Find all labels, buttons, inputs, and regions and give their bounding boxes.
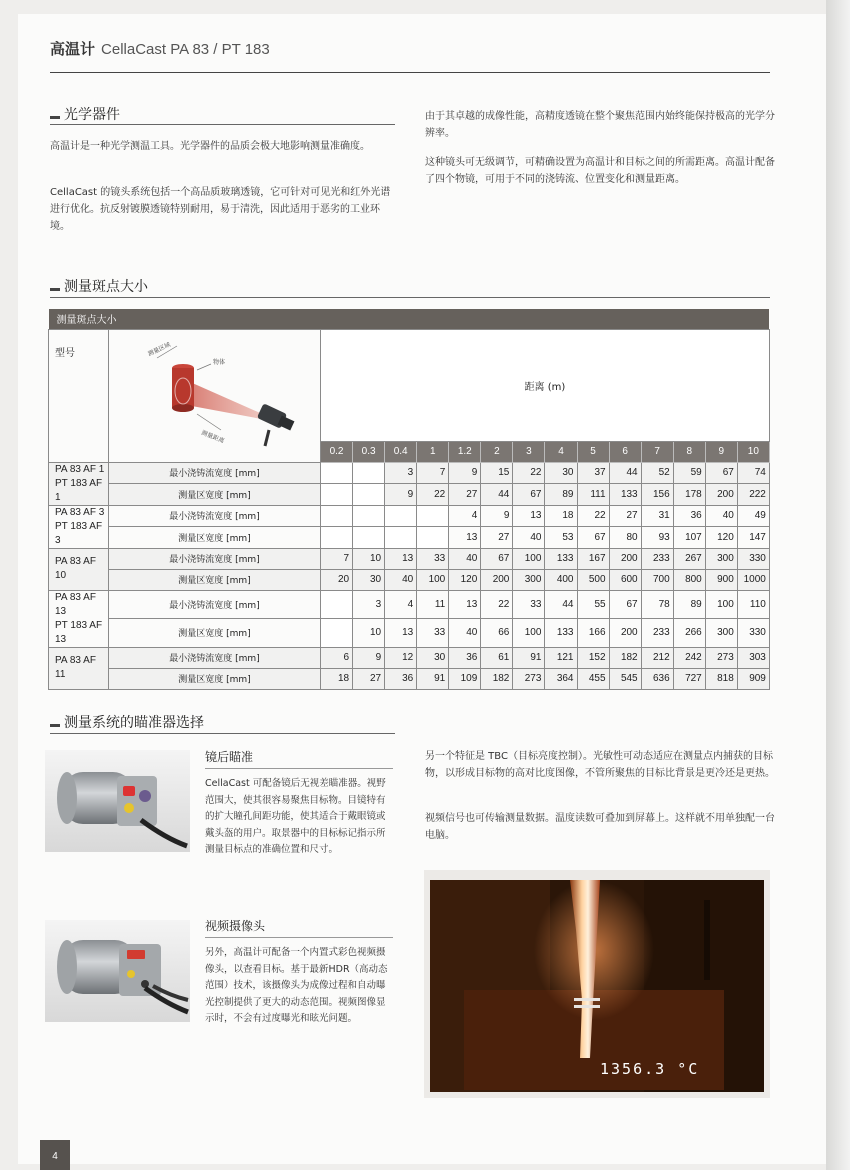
table-cell: 18 <box>321 668 353 689</box>
table-cell: 9 <box>449 462 481 484</box>
table-cell: 233 <box>641 619 673 648</box>
distance-value: 0.3 <box>353 442 385 462</box>
table-cell: 233 <box>641 548 673 569</box>
through-lens-text: CellaCast 可配备镜后无视差瞄准器。视野范围大，使其很容易聚焦目标物。目镜特有的扩大瞳孔间距功能，使其适合于戴眼镜或戴头盔的用户。取景器中的目标标记指示所测量目标点的准确位置和尺寸。 <box>205 778 386 855</box>
table-cell: 40 <box>705 505 737 527</box>
table-cell: 6 <box>321 647 353 668</box>
spot-section-title: 测量斑点大小 <box>50 276 148 296</box>
table-cell: 37 <box>577 462 609 484</box>
table-cell: 200 <box>705 484 737 506</box>
table-cell: 40 <box>385 569 417 590</box>
table-cell: 266 <box>673 619 705 648</box>
table-cell: 18 <box>545 505 577 527</box>
table-cell: 455 <box>577 668 609 689</box>
table-cell: 600 <box>609 569 641 590</box>
table-cell: 107 <box>673 527 705 549</box>
table-cell: 91 <box>417 668 449 689</box>
connector-icon <box>141 980 149 988</box>
table-cell: 147 <box>737 527 769 549</box>
table-cell: 91 <box>513 647 545 668</box>
table-cell: 300 <box>705 548 737 569</box>
table-cell <box>321 619 353 648</box>
table-cell: 67 <box>481 548 513 569</box>
distance-value: 1 <box>417 442 449 462</box>
table-cell: 27 <box>449 484 481 506</box>
table-cell: 700 <box>641 569 673 590</box>
table-cell: 4 <box>385 590 417 619</box>
lens-front <box>57 772 77 824</box>
header-product: CellaCast PA 83 / PT 183 <box>101 41 270 58</box>
leader-line <box>197 364 211 370</box>
table-cell: 545 <box>609 668 641 689</box>
model-name: PA 83 AF 1 <box>55 463 105 475</box>
type-header: 型号 <box>49 329 109 462</box>
table-cell: 167 <box>577 548 609 569</box>
table-cell: 110 <box>737 590 769 619</box>
aiming-section-title: 测量系统的瞄准器选择 <box>50 712 204 732</box>
distance-value: 0.2 <box>321 442 353 462</box>
table-cell: 3 <box>353 590 385 619</box>
table-cell: 7 <box>321 548 353 569</box>
table-cell: 111 <box>577 484 609 506</box>
table-cell: 4 <box>449 505 481 527</box>
model-cell <box>49 548 109 590</box>
table-cell: 20 <box>321 569 353 590</box>
table-cell: 13 <box>449 527 481 549</box>
table-cell: 33 <box>513 590 545 619</box>
table-cell: 133 <box>609 484 641 506</box>
aiming-right-paragraph-1: 另一个特征是 TBC（目标亮度控制）。光敏性可动态适应在测量点内捕获的目标物，以形成目标物的高对比度图像，不管所聚焦的目标比背景是更冷还是更热。 <box>425 751 775 779</box>
table-cell: 33 <box>417 619 449 648</box>
optics-right-paragraph-1: 由于其卓越的成像性能，高精度透镜在整个聚焦范围内始终能保持极高的光学分辨率。 <box>425 111 775 139</box>
page-header <box>50 38 270 59</box>
table-cell: 500 <box>577 569 609 590</box>
table-cell <box>417 505 449 527</box>
model-cell <box>49 590 109 647</box>
table-cell: 133 <box>545 548 577 569</box>
table-cell: 909 <box>737 668 769 689</box>
table-cell: 67 <box>609 590 641 619</box>
table-cell: 212 <box>641 647 673 668</box>
table-cell: 12 <box>385 647 417 668</box>
model-name: PA 83 AF 11 <box>55 655 96 680</box>
table-cell: 120 <box>449 569 481 590</box>
distance-value: 8 <box>673 442 705 462</box>
target-object-bottom <box>172 404 194 412</box>
table-caption: 测量斑点大小 <box>49 309 770 329</box>
section-marker <box>50 724 60 727</box>
table-cell: 13 <box>449 590 481 619</box>
section-marker <box>50 116 60 119</box>
table-cell <box>321 527 353 549</box>
table-cell: 74 <box>737 462 769 484</box>
table-cell: 11 <box>417 590 449 619</box>
optics-right-paragraph-2: 这种镜头可无级调节，可精确设置为高温计和目标之间的所需距离。高温计配备了四个物镜，可用于不同的浇铸流、位置变化和测量距离。 <box>425 157 775 185</box>
table-cell: 166 <box>577 619 609 648</box>
optics-left-paragraph-2: CellaCast 的镜头系统包括一个高品质玻璃透镜，它可针对可见光和红外光谱进行优化。抗反射镀膜透镜特别耐用，易于清洗，因此适用于恶劣的工业环境。 <box>50 187 391 232</box>
table-cell: 44 <box>545 590 577 619</box>
table-cell: 22 <box>577 505 609 527</box>
table-cell: 44 <box>481 484 513 506</box>
table-cell: 67 <box>513 484 545 506</box>
table-cell: 3 <box>385 462 417 484</box>
table-cell: 900 <box>705 569 737 590</box>
optics-left-paragraph-1: 高温计是一种光学测温工具。光学器件的品质会极大地影响测量准确度。 <box>50 141 370 152</box>
model-cell <box>49 647 109 689</box>
model-name: PA 83 AF 3 <box>55 506 105 518</box>
table-cell: 33 <box>417 548 449 569</box>
distance-value: 7 <box>641 442 673 462</box>
aiming-mark <box>574 1005 600 1008</box>
table-cell <box>353 527 385 549</box>
video-camera-photo <box>45 920 190 1022</box>
parameter-label: 最小浇铸流宽度 [mm] <box>109 548 321 569</box>
table-cell <box>321 462 353 484</box>
table-row <box>49 668 770 689</box>
model-name: PT 183 AF 13 <box>55 619 103 645</box>
table-cell: 93 <box>641 527 673 549</box>
leader-line <box>197 414 221 430</box>
table-cell: 36 <box>385 668 417 689</box>
table-cell: 200 <box>609 619 641 648</box>
table-cell: 121 <box>545 647 577 668</box>
table-cell: 55 <box>577 590 609 619</box>
table-cell: 1000 <box>737 569 769 590</box>
table-cell: 44 <box>609 462 641 484</box>
parameter-label: 最小浇铸流宽度 [mm] <box>109 505 321 527</box>
table-cell: 300 <box>705 619 737 648</box>
parameter-label: 最小浇铸流宽度 [mm] <box>109 462 321 484</box>
table-cell: 364 <box>545 668 577 689</box>
distance-value: 0.4 <box>385 442 417 462</box>
distance-value: 5 <box>577 442 609 462</box>
table-cell: 30 <box>417 647 449 668</box>
table-cell: 40 <box>513 527 545 549</box>
spot-diagram <box>109 330 321 462</box>
connector-yellow-icon <box>124 803 134 813</box>
table-caption-row <box>49 309 770 329</box>
table-cell: 9 <box>353 647 385 668</box>
display-red <box>123 786 135 796</box>
table-cell: 303 <box>737 647 769 668</box>
distance-value: 9 <box>705 442 737 462</box>
parameter-label: 测量区宽度 [mm] <box>109 569 321 590</box>
spot-table-body <box>49 309 770 689</box>
table-cell: 67 <box>705 462 737 484</box>
aiming-mark <box>574 998 600 1001</box>
aiming-section-rule <box>50 733 395 734</box>
parameter-label: 最小浇铸流宽度 [mm] <box>109 647 321 668</box>
table-cell: 200 <box>609 548 641 569</box>
table-cell: 100 <box>513 548 545 569</box>
table-cell: 30 <box>545 462 577 484</box>
table-cell: 36 <box>673 505 705 527</box>
parameter-label: 测量区宽度 [mm] <box>109 527 321 549</box>
table-cell: 13 <box>385 619 417 648</box>
parameter-label: 最小浇铸流宽度 [mm] <box>109 590 321 619</box>
table-cell: 636 <box>641 668 673 689</box>
pillar <box>704 900 710 980</box>
table-cell: 66 <box>481 619 513 648</box>
table-row <box>49 569 770 590</box>
model-cell <box>49 505 109 548</box>
table-cell: 330 <box>737 548 769 569</box>
table-row <box>49 647 770 668</box>
table-cell: 273 <box>705 647 737 668</box>
table-cell: 31 <box>641 505 673 527</box>
page-edge-shadow <box>826 0 850 1170</box>
distance-value: 6 <box>609 442 641 462</box>
table-cell: 15 <box>481 462 513 484</box>
optics-rule-left <box>50 124 395 125</box>
spot-section-rule <box>50 297 770 298</box>
model-name: PA 83 AF 13 <box>55 591 96 617</box>
aiming-right-paragraph-2: 视频信号也可传输测量数据。温度读数可叠加到屏幕上。这样就不用单独配一台电脑。 <box>425 813 775 841</box>
table-cell: 156 <box>641 484 673 506</box>
table-cell: 22 <box>513 462 545 484</box>
table-cell: 109 <box>449 668 481 689</box>
back-panel <box>117 776 157 826</box>
through-lens-title: 镜后瞄准 <box>205 748 393 769</box>
model-name: PT 183 AF 3 <box>55 520 103 546</box>
distance-value: 3 <box>513 442 545 462</box>
table-cell: 27 <box>609 505 641 527</box>
through-lens-sighting-photo <box>45 750 190 852</box>
temperature-readout: 1356.3 °C <box>600 1060 700 1078</box>
diagram-label-object: 物体 <box>213 358 226 366</box>
model-name: PA 83 AF 10 <box>55 556 96 581</box>
table-row <box>49 548 770 569</box>
video-camera-text: 另外，高温计可配备一个内置式彩色视频摄像头，以查看目标。基于最新HDR（高动态范围）技术，该摄像头为成像过程和自动曝光控制提供了更大的动态范围。视频图像显示时，不会有过度曝光和眩光问题。 <box>205 947 388 1024</box>
parameter-label: 测量区宽度 [mm] <box>109 484 321 506</box>
table-cell: 727 <box>673 668 705 689</box>
table-cell: 120 <box>705 527 737 549</box>
parameter-label: 测量区宽度 [mm] <box>109 668 321 689</box>
table-cell: 40 <box>449 619 481 648</box>
model-name: PT 183 AF 1 <box>55 477 103 503</box>
header-title: 高温计 <box>50 40 96 58</box>
table-cell: 49 <box>737 505 769 527</box>
table-cell <box>353 484 385 506</box>
table-cell: 89 <box>545 484 577 506</box>
diagram-label-distance: 测量距离 <box>200 428 226 445</box>
table-cell: 100 <box>417 569 449 590</box>
table-cell: 242 <box>673 647 705 668</box>
table-cell: 53 <box>545 527 577 549</box>
distance-header: 距离 (m) <box>321 329 770 442</box>
table-cell <box>321 505 353 527</box>
table-head-row <box>49 329 770 442</box>
table-cell: 61 <box>481 647 513 668</box>
table-cell <box>353 462 385 484</box>
table-cell <box>321 590 353 619</box>
distance-value: 10 <box>737 442 769 462</box>
table-cell: 27 <box>481 527 513 549</box>
table-cell: 22 <box>481 590 513 619</box>
table-cell: 200 <box>481 569 513 590</box>
table-cell: 78 <box>641 590 673 619</box>
table-row <box>49 484 770 506</box>
header-rule <box>50 72 770 73</box>
table-cell: 100 <box>705 590 737 619</box>
table-cell: 182 <box>609 647 641 668</box>
video-still-image <box>424 870 770 1098</box>
eyepiece-icon <box>139 790 151 802</box>
video-camera-title: 视频摄像头 <box>205 917 393 938</box>
table-cell: 22 <box>417 484 449 506</box>
diagram-label-area: 测量区域 <box>146 340 172 358</box>
table-cell: 7 <box>417 462 449 484</box>
table-cell: 9 <box>481 505 513 527</box>
table-cell: 30 <box>353 569 385 590</box>
table-cell <box>417 527 449 549</box>
table-cell: 152 <box>577 647 609 668</box>
model-cell <box>49 462 109 505</box>
table-cell: 100 <box>513 619 545 648</box>
table-cell: 52 <box>641 462 673 484</box>
spot-diagram-cell <box>109 329 321 462</box>
table-cell: 178 <box>673 484 705 506</box>
distance-value: 4 <box>545 442 577 462</box>
table-cell <box>321 484 353 506</box>
table-cell: 59 <box>673 462 705 484</box>
distance-value: 2 <box>481 442 513 462</box>
table-cell: 13 <box>385 548 417 569</box>
spot-size-table <box>48 309 770 690</box>
table-cell: 13 <box>513 505 545 527</box>
table-cell: 40 <box>449 548 481 569</box>
table-cell: 273 <box>513 668 545 689</box>
table-cell: 222 <box>737 484 769 506</box>
table-row <box>49 527 770 549</box>
table-row <box>49 619 770 648</box>
table-cell: 9 <box>385 484 417 506</box>
table-cell: 133 <box>545 619 577 648</box>
table-cell: 267 <box>673 548 705 569</box>
lens-front <box>57 940 77 994</box>
table-cell: 300 <box>513 569 545 590</box>
table-cell: 67 <box>577 527 609 549</box>
page-number: 4 <box>40 1140 70 1170</box>
table-row <box>49 590 770 619</box>
table-cell: 800 <box>673 569 705 590</box>
table-cell: 400 <box>545 569 577 590</box>
table-cell <box>385 527 417 549</box>
display-red <box>127 950 145 959</box>
table-cell: 80 <box>609 527 641 549</box>
table-row <box>49 462 770 484</box>
table-cell: 330 <box>737 619 769 648</box>
table-cell: 182 <box>481 668 513 689</box>
section-marker <box>50 288 60 291</box>
connector-yellow-icon <box>127 970 135 978</box>
table-cell: 89 <box>673 590 705 619</box>
table-cell <box>353 505 385 527</box>
table-cell <box>385 505 417 527</box>
table-cell: 10 <box>353 619 385 648</box>
parameter-label: 测量区宽度 [mm] <box>109 619 321 648</box>
table-cell: 27 <box>353 668 385 689</box>
distance-value: 1.2 <box>449 442 481 462</box>
table-row <box>49 505 770 527</box>
optics-section-title: 光学器件 <box>50 104 120 124</box>
table-cell: 818 <box>705 668 737 689</box>
table-cell: 36 <box>449 647 481 668</box>
table-cell: 10 <box>353 548 385 569</box>
pyrometer-handle <box>265 430 269 446</box>
